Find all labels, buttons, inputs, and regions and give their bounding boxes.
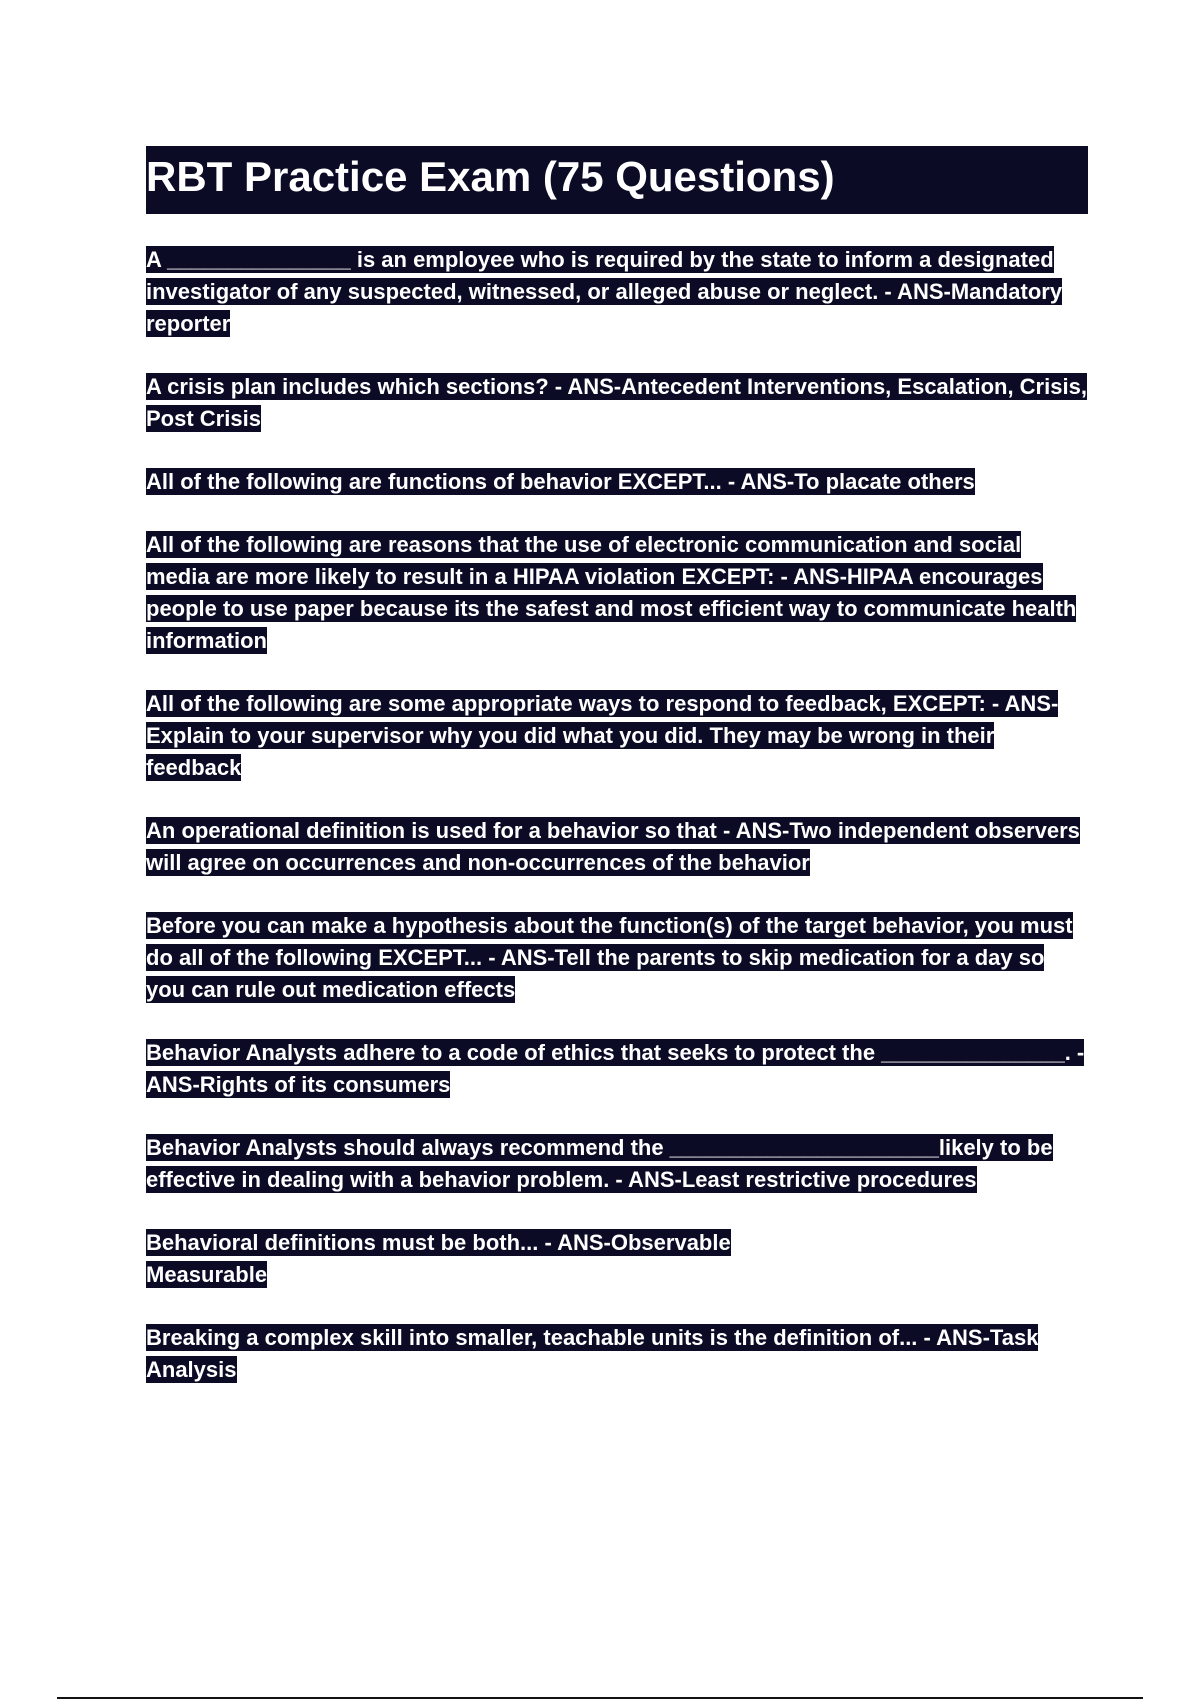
qa-item [146,1322,1088,1386]
qa-text: A _______________ is an employee who is required by the state to inform a designated investigator of any suspected, witnessed, or alleged abuse or neglect. - ANS-Mandatory reporter [146,247,1063,336]
title-bar [146,146,1088,214]
page-title: RBT Practice Exam (75 Questions) [146,153,835,200]
qa-item [146,371,1088,435]
qa-text: All of the following are some appropriate ways to respond to feedback, EXCEPT: - ANS-Explain to your supervisor why you did what you did. They may be wrong in their feedback [146,691,1059,780]
qa-text: Breaking a complex skill into smaller, teachable units is the definition of... - ANS-Task Analysis [146,1325,1039,1382]
qa-text: Behavior Analysts adhere to a code of ethics that seeks to protect the _______________. - ANS-Rights of its consumers [146,1040,1085,1097]
page-bottom-rule [57,1697,1143,1699]
document-page [146,146,1088,1417]
qa-text: Behavior Analysts should always recommend the ______________________likely to be effective in dealing with a behavior problem. - ANS-Least restrictive procedures [146,1135,1053,1192]
qa-item [146,815,1088,879]
qa-item [146,1037,1088,1101]
qa-text: All of the following are functions of behavior EXCEPT... - ANS-To placate others [146,469,975,494]
qa-item [146,1132,1088,1196]
qa-item [146,688,1088,784]
qa-text: All of the following are reasons that the use of electronic communication and social media are more likely to result in a HIPAA violation EXCEPT: - ANS-HIPAA encourages people to use paper because its the safest and most efficient way to communicate health information [146,532,1077,653]
qa-item [146,244,1088,340]
qa-list [146,244,1088,1386]
qa-item [146,1227,1088,1291]
qa-text: Behavioral definitions must be both... - ANS-Observable Measurable [146,1230,731,1287]
qa-text: Before you can make a hypothesis about the function(s) of the target behavior, you must do all of the following EXCEPT... - ANS-Tell the parents to skip medication for a day so you can rule out medication effects [146,913,1073,1002]
qa-text: An operational definition is used for a behavior so that - ANS-Two independent observers will agree on occurrences and non-occurrences of the behavior [146,818,1080,875]
qa-text: A crisis plan includes which sections? - ANS-Antecedent Interventions, Escalation, Crisis, Post Crisis [146,374,1087,431]
qa-item [146,529,1088,657]
qa-item [146,466,1088,498]
qa-item [146,910,1088,1006]
